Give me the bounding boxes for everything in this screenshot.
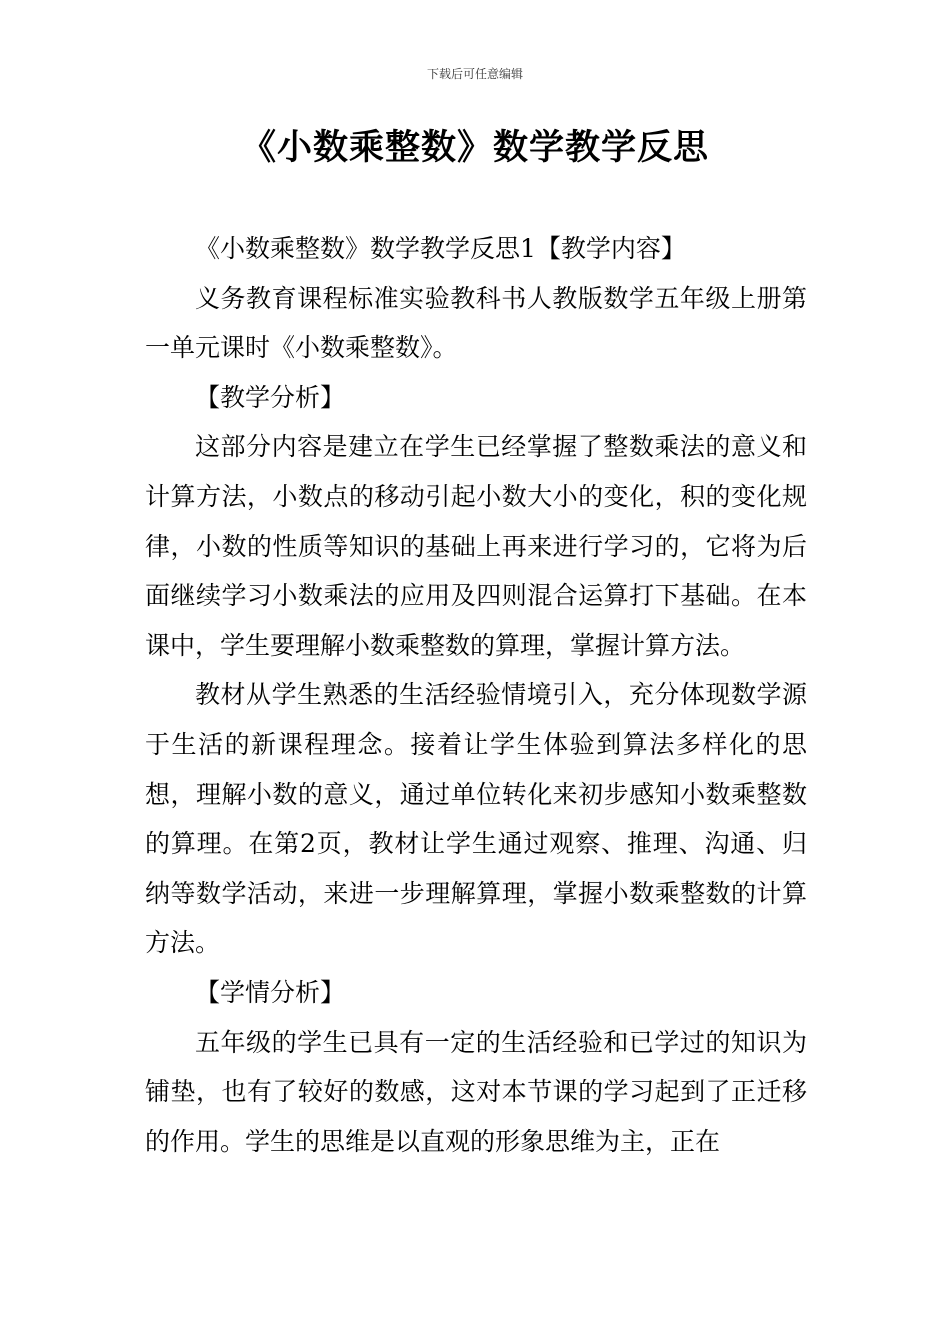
paragraph-textbook-analysis: 教材从学生熟悉的生活经验情境引入，充分体现数学源于生活的新课程理念。接着让学生体验到算法多样化的思想，理解小数的意义，通过单位转化来初步感知小数乘整数的算理。在第2页，教材让学生通过观察、推理、沟通、归纳等数学活动，来进一步理解算理，掌握小数乘整数的计算方法。 [145, 680, 807, 958]
section-heading-learner-analysis: 【学情分析】 [195, 977, 346, 1007]
paragraph-teaching-content: 义务教育课程标准实验教科书人教版数学五年级上册第一单元课时《小数乘整数》。 [145, 283, 807, 363]
header-note: 下载后可任意编辑 [426, 67, 523, 81]
document-title: 《小数乘整数》数学教学反思 [240, 128, 709, 168]
paragraph-learner-analysis: 五年级的学生已具有一定的生活经验和已学过的知识为铺垫，也有了较好的数感，这对本节课的学习起到了正迁移的作用。学生的思维是以直观的形象思维为主，正在 [145, 1027, 807, 1156]
section-heading-teaching-analysis: 【教学分析】 [195, 382, 346, 412]
paragraph-intro-heading: 《小数乘整数》数学教学反思1【教学内容】 [195, 234, 686, 263]
document-body [145, 224, 807, 1166]
paragraph-teaching-analysis: 这部分内容是建立在学生已经掌握了整数乘法的意义和计算方法，小数点的移动引起小数大小的变化，积的变化规律，小数的性质等知识的基础上再来进行学习的，它将为后面继续学习小数乘法的应用及四则混合运算打下基础。在本课中，学生要理解小数乘整数的算理，掌握计算方法。 [145, 432, 807, 660]
